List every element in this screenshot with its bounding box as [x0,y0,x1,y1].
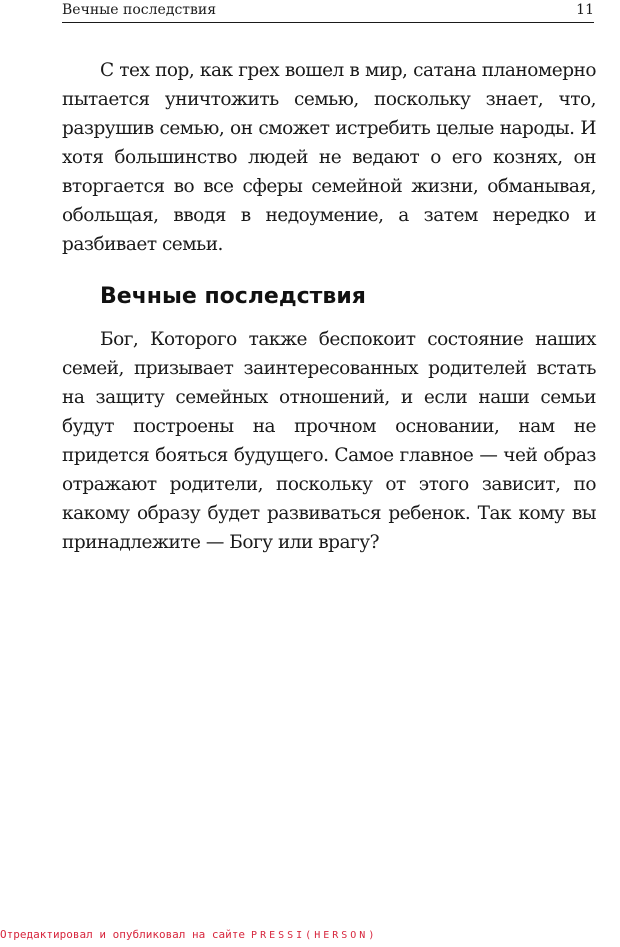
section-heading: Вечные последствия [100,284,366,309]
paragraph-intro: С тех пор, как грех вошел в мир, сатана планомерно пытается уничтожить семью, поскольку знает, что, разрушив семью, он сможет истребить целые народы. И хотя большинство людей не ведают о его кознях, он вторгается во все сферы семейной жизни, обманывая, обольщая, вводя в недоумение, а затем нередко и разбивает семьи. [62,60,596,255]
footer-credit-text: Отредактировал и опубликовал на сайте [0,928,246,941]
page-body [62,56,596,557]
running-header [62,0,594,23]
running-title: Вечные последствия [62,2,217,18]
paragraph-section: Бог, Которого также беспокоит состояние наших семей, призывает заинтересованных родителей встать на защиту семейных отношений, и если наши семьи будут построены на прочном основании, нам не придется бояться будущего. Самое главное — чей образ отражают родители, поскольку от этого зависит, по какому образу будет развиваться ребенок. Так кому вы принадлежите — Богу или врагу? [62,329,596,553]
footer-site-name: PRESSI(HERSON) [251,930,378,941]
footer-credit [0,927,377,944]
page-number: 11 [576,2,594,18]
